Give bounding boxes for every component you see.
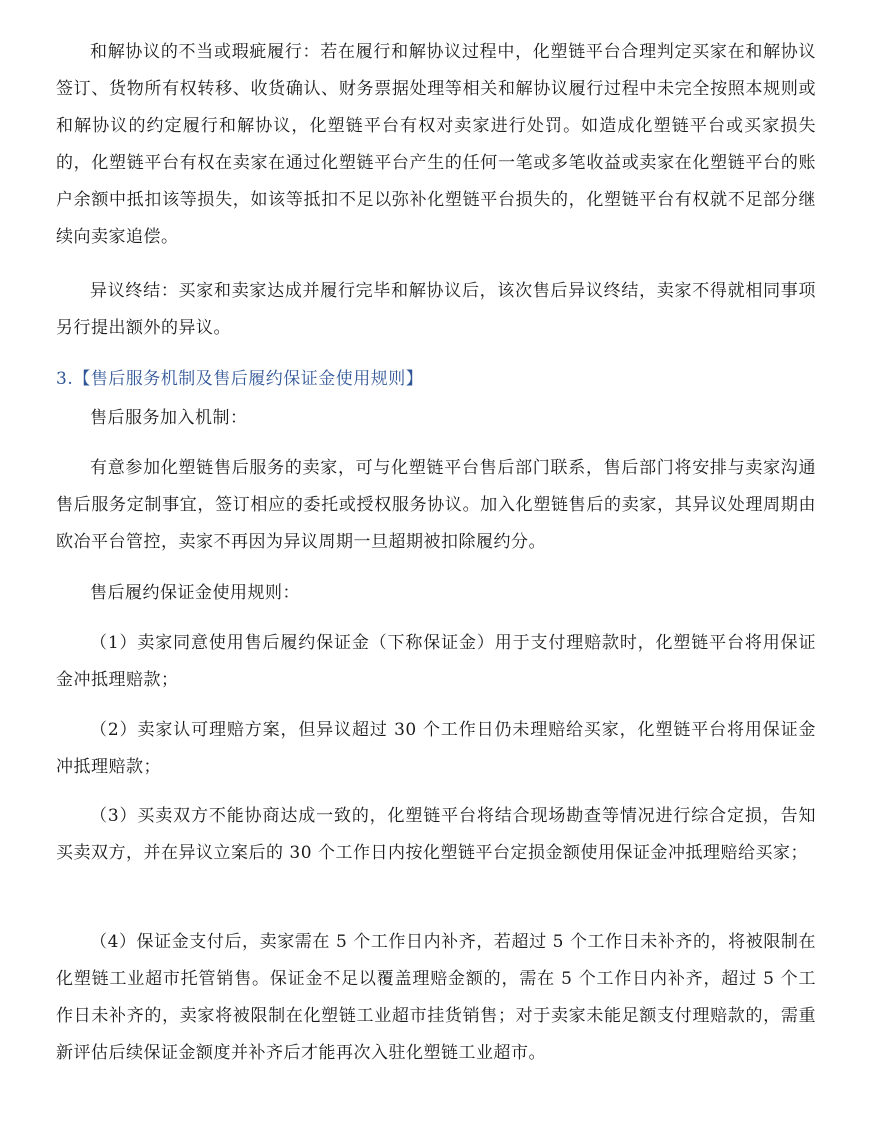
list-item-2: （2）卖家认可理赔方案，但异议超过 30 个工作日仍未理赔给买家，化塑链平台将用保证金冲抵理赔款； bbox=[56, 720, 816, 777]
paragraph-settlement-defect: 和解协议的不当或瑕疵履行：若在履行和解协议过程中，化塑链平台合理判定买家在和解协议签订、货物所有权转移、收货确认、财务票据处理等相关和解协议履行过程中未完全按照本规则或和解协议的约定履行和解协议，化塑链平台有权对卖家进行处罚。如造成化塑链平台或买家损失的，化塑链平台有权在卖家在通过化塑链平台产生的任何一笔或多笔收益或卖家在化塑链平台的账户余额中抵扣该等损失，如该等抵扣不足以弥补化塑链平台损失的，化塑链平台有权就不足部分继续向卖家追偿。 bbox=[56, 42, 816, 247]
subheading-service-join: 售后服务加入机制： bbox=[90, 408, 248, 428]
subheading-deposit-rules: 售后履约保证金使用规则： bbox=[90, 583, 300, 603]
paragraph-dispute-termination: 异议终结：买家和卖家达成并履行完毕和解协议后，该次售后异议终结，卖家不得就相同事项另行提出额外的异议。 bbox=[56, 281, 816, 338]
list-item-4: （4）保证金支付后，卖家需在 5 个工作日内补齐，若超过 5 个工作日未补齐的，将被限制在化塑链工业超市托管销售。保证金不足以覆盖理赔金额的，需在 5 个工作日内补齐，超过 5 个工作日未补齐的，卖家将被限制在化塑链工业超市挂货销售；对于卖家未能足额支付理赔款的，需重新评估后续保证金额度并补齐后才能再次入驻化塑链工业超市。 bbox=[56, 932, 816, 1063]
paragraph-service-join: 有意参加化塑链售后服务的卖家，可与化塑链平台售后部门联系，售后部门将安排与卖家沟通售后服务定制事宜，签订相应的委托或授权服务协议。加入化塑链售后的卖家，其异议处理周期由欧冶平台管控，卖家不再因为异议周期一旦超期被扣除履约分。 bbox=[56, 458, 816, 552]
section-heading: 3.【售后服务机制及售后履约保证金使用规则】 bbox=[56, 369, 424, 389]
list-item-3: （3）买卖双方不能协商达成一致的，化塑链平台将结合现场勘查等情况进行综合定损，告知买卖双方，并在异议立案后的 30 个工作日内按化塑链平台定损金额使用保证金冲抵理赔给买家； bbox=[56, 806, 816, 863]
list-item-1: （1）卖家同意使用售后履约保证金（下称保证金）用于支付理赔款时，化塑链平台将用保证金冲抵理赔款； bbox=[56, 633, 816, 690]
